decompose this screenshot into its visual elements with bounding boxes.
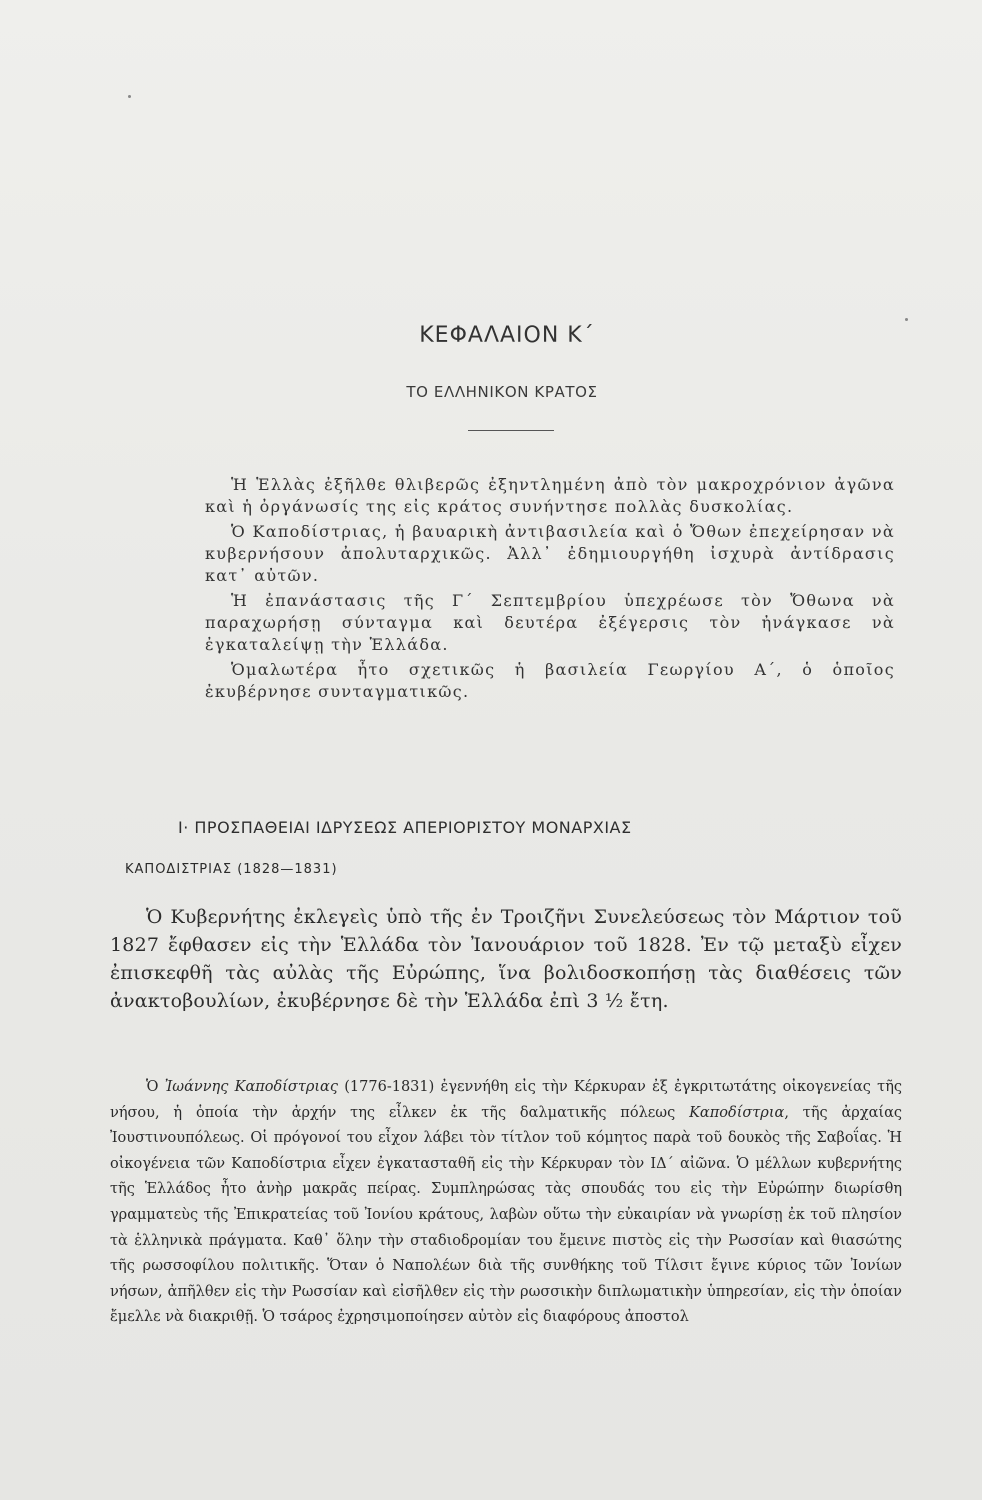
chapter-summary <box>205 474 895 706</box>
print-speck <box>905 318 908 321</box>
chapter-title: ΚΕΦΑΛΑΙΟΝ Κ΄ <box>419 323 595 348</box>
summary-paragraph: Ἡ ἐπανάστασις τῆς Γ΄ Σεπτεμβρίου ὑπεχρέωσε τὸν Ὄθωνα νὰ παραχωρήσῃ σύνταγμα καὶ δευτέρα ἐξέγερσις τὸν ἠνάγκασε νὰ ἐγκαταλείψῃ τὴν Ἑλλάδα. <box>205 591 895 654</box>
body-paragraph: Ὁ Κυβερνήτης ἐκλεγεὶς ὑπὸ τῆς ἐν Τροιζῆνι Συνελεύσεως τὸν Μάρτιον τοῦ 1827 ἔφθασεν εἰς τὴν Ἑλλάδα τὸν Ἰανουάριον τοῦ 1828. Ἐν τῷ μεταξὺ εἶχεν ἐπισκεφθῆ τὰς αὐλὰς τῆς Εὐρώπης, ἵνα βολιδοσκοπήσῃ τὰς διαθέσεις τῶν ἀνακτοβουλίων, ἐκυβέρνησε δὲ τὴν Ἑλλάδα ἐπὶ 3 ½ ἔτη. <box>110 906 902 1012</box>
chapter-subtitle: ΤΟ ΕΛΛΗΝΙΚΟΝ ΚΡΑΤΟΣ <box>406 383 598 401</box>
print-speck <box>128 95 131 98</box>
note-text-segment: , τῆς ἀρχαίας Ἰουστινουπόλεως. Οἱ πρόγονοί του εἶχον λάβει τὸν τίτλον τοῦ κόμητος παρὰ τοῦ δουκὸς τῆς Σαβοΐας. Ἡ οἰκογένεια τῶν Καποδίστρια εἶχεν ἐγκατασταθῆ εἰς τὴν Κέρκυραν τὸν ΙΔ΄ αἰῶνα. Ὁ μέλλων κυβερνήτης τῆς Ἑλλάδος ἦτο ἀνὴρ μακρᾶς πείρας. Συμπληρώσας τὰς σπουδάς του εἰς τὴν Εὐρώπην διωρίσθη γραμματεὺς τῆς Ἐπικρατείας τοῦ Ἰονίου κράτους, λαβὼν οὕτω τὴν εὐκαιρίαν νὰ γνωρίσῃ ἐκ τοῦ πλησίον τὰ ἑλληνικὰ πράγματα. Καθ᾽ ὅλην τὴν σταδιοδρομίαν του ἔμεινε πιστὸς εἰς τὴν Ρωσσίαν καὶ θιασώτης τῆς ρωσσοφίλου πολιτικῆς. Ὅταν ὁ Ναπολέων διὰ τῆς συνθήκης τοῦ Τίλσιτ ἔγινε κύριος τῶν Ἰονίων νήσων, ἀπῆλθεν εἰς τὴν Ρωσσίαν καὶ εἰσῆλθεν εἰς τὴν ρωσσικὴν διπλωματικὴν ὑπηρεσίαν, εἰς τὴν ὁποίαν ἔμελλε νὰ διακριθῇ. Ὁ τσάρος ἐχρησιμοποίησεν αὐτὸν εἰς διαφόρους ἀποστολ <box>110 1104 902 1326</box>
city-name: Καποδίστρια <box>689 1104 785 1121</box>
summary-paragraph: Ἡ Ἑλλὰς ἐξῆλθε θλιβερῶς ἐξηντλημένη ἀπὸ τὸν μακροχρόνιον ἀγῶνα καὶ ἡ ὀργάνωσίς της εἰς κράτος συνήντησε πολλὰς δυσκολίας. <box>205 475 895 516</box>
note-text-segment: Ὁ <box>146 1079 165 1095</box>
section-heading: Ι· ΠΡΟΣΠΑΘΕΙΑΙ ΙΔΡΥΣΕΩΣ ΑΠΕΡΙΟΡΙΣΤΟΥ ΜΟΝΑΡΧΙΑΣ <box>178 818 632 837</box>
title-divider <box>468 430 554 431</box>
biographical-note <box>110 1075 902 1331</box>
person-name: Ἰωάννης Καποδίστριας <box>164 1079 338 1095</box>
summary-paragraph: Ὁμαλωτέρα ἦτο σχετικῶς ἡ βασιλεία Γεωργίου Α΄, ὁ ὁποῖος ἐκυβέρνησε συνταγματικῶς. <box>205 660 895 701</box>
summary-paragraph: Ὁ Καποδίστριας, ἡ βαυαρικὴ ἀντιβασιλεία καὶ ὁ Ὄθων ἐπεχείρησαν νὰ κυβερνήσουν ἀπολυταρχικῶς. Ἀλλ᾽ ἐδημιουργήθη ἰσχυρὰ ἀντίδρασις κατ᾽ αὐτῶν. <box>205 522 895 585</box>
note-text-segment: (1776-1831) ἐγεννήθη εἰς τὴν Κέρκυραν ἐξ ἐγκριτωτάτης οἰκογενείας τῆς νήσου, ἡ ὁποία τὴν ἀρχήν της εἶλκεν ἐκ τῆς δαλματικῆς πόλεως <box>110 1079 903 1121</box>
subsection-heading: ΚΑΠΟΔΙΣΤΡΙΑΣ (1828—1831) <box>125 862 338 877</box>
